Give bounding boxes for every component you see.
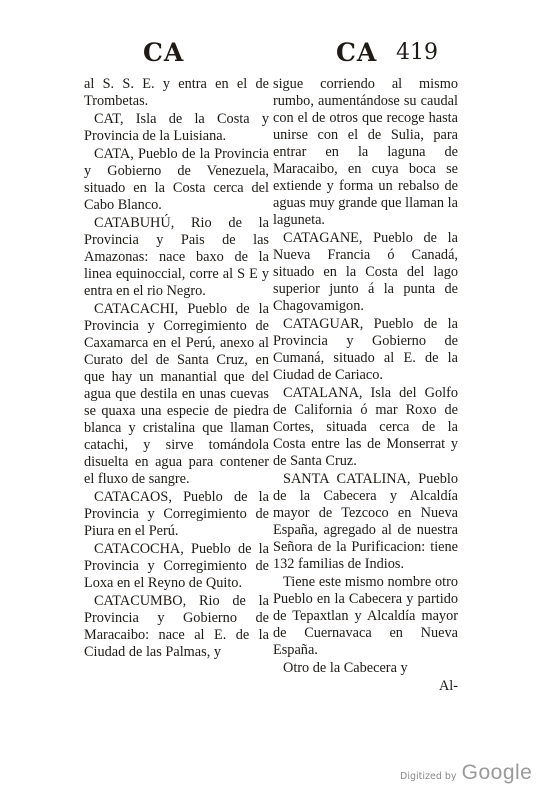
entry-catalana: CATALANA, Isla del Golfo de California ó mar Roxo de Cortes, situada cerca de la Costa entre las de Monserrat y de Santa Cruz. [273,385,458,469]
entry-catagane: CATAGANE, Pueblo de la Nueva Francia ó Canadá, situado en la Costa del lago superior junto á la punta de Chagovamigon. [273,230,458,314]
entry-catabuhu: CATABUHÚ, Rio de la Provincia y Pais de las Amazonas: nace baxo de la linea equinoccial, corre al S E y entra en el rio Negro. [84,215,269,299]
digitized-by-label: Digitized by [400,771,457,782]
digitization-footer [400,761,532,785]
page-number: 419 [396,40,438,65]
left-column [84,76,269,662]
entry-santa-catalina: SANTA CATALINA, Pueblo de la Cabecera y Alcaldía mayor de Tezcoco en Nueva España, agregado al de nuestra Señora de la Purificacion: tiene 132 familias de Indios. [273,471,458,572]
entry-cat: CAT, Isla de la Costa y Provincia de la Luisiana. [84,111,269,144]
catchword: Al- [438,678,458,694]
entry-cata: CATA, Pueblo de la Provincia y Gobierno de Venezuela, situado en la Costa cerca del Cabo Blanco. [84,146,269,213]
google-logo: Google [461,761,533,784]
entry-otro: Otro de la Cabecera y [283,660,408,676]
entry-catacumbo: CATACUMBO, Rio de la Provincia y Gobierno de Maracaibo: nace al E. de la Ciudad de las Palmas, y [84,593,269,660]
entry-catacachi: CATACACHI, Pueblo de la Provincia y Corregimiento de Caxamarca en el Perú, anexo al Curato del de Santa Cruz, en que hay un manantial que del agua que destila en unas cuevas se quaxa una especie de piedra blanca y cristalina que llaman catachi, y sirve tomándola disuelta en agua para contener el fluxo de sangre. [84,301,269,487]
running-head-center: CA [336,38,378,67]
entry-continuation: al S. S. E. y entra en el de Trombetas. [84,76,269,109]
entry-catacaos: CATACAOS, Pueblo de la Provincia y Corregimiento de Piura en el Perú. [84,489,269,539]
running-head-left: CA [143,38,185,67]
entry-catacumbo-continued: sigue corriendo al mismo rumbo, aumentándose su caudal con el de otros que recoge hasta unirse con el de Sulia, para entrar en la laguna de Maracaibo, en cuya boca se extiende y forma un rebalso de aguas muy grande que llaman la laguneta. [273,76,458,228]
entry-cataguar: CATAGUAR, Pueblo de la Provincia y Gobierno de Cumaná, situado al E. de la Ciudad de Cariaco. [273,316,458,383]
entry-catacocha: CATACOCHA, Pueblo de la Provincia y Corregimiento de Loxa en el Reyno de Quito. [84,541,269,591]
right-column [273,76,458,696]
entry-tiene-este: Tiene este mismo nombre otro Pueblo en la Cabecera y partido de Tepaxtlan y Alcaldía mayor de Cuernavaca en Nueva España. [273,574,458,658]
